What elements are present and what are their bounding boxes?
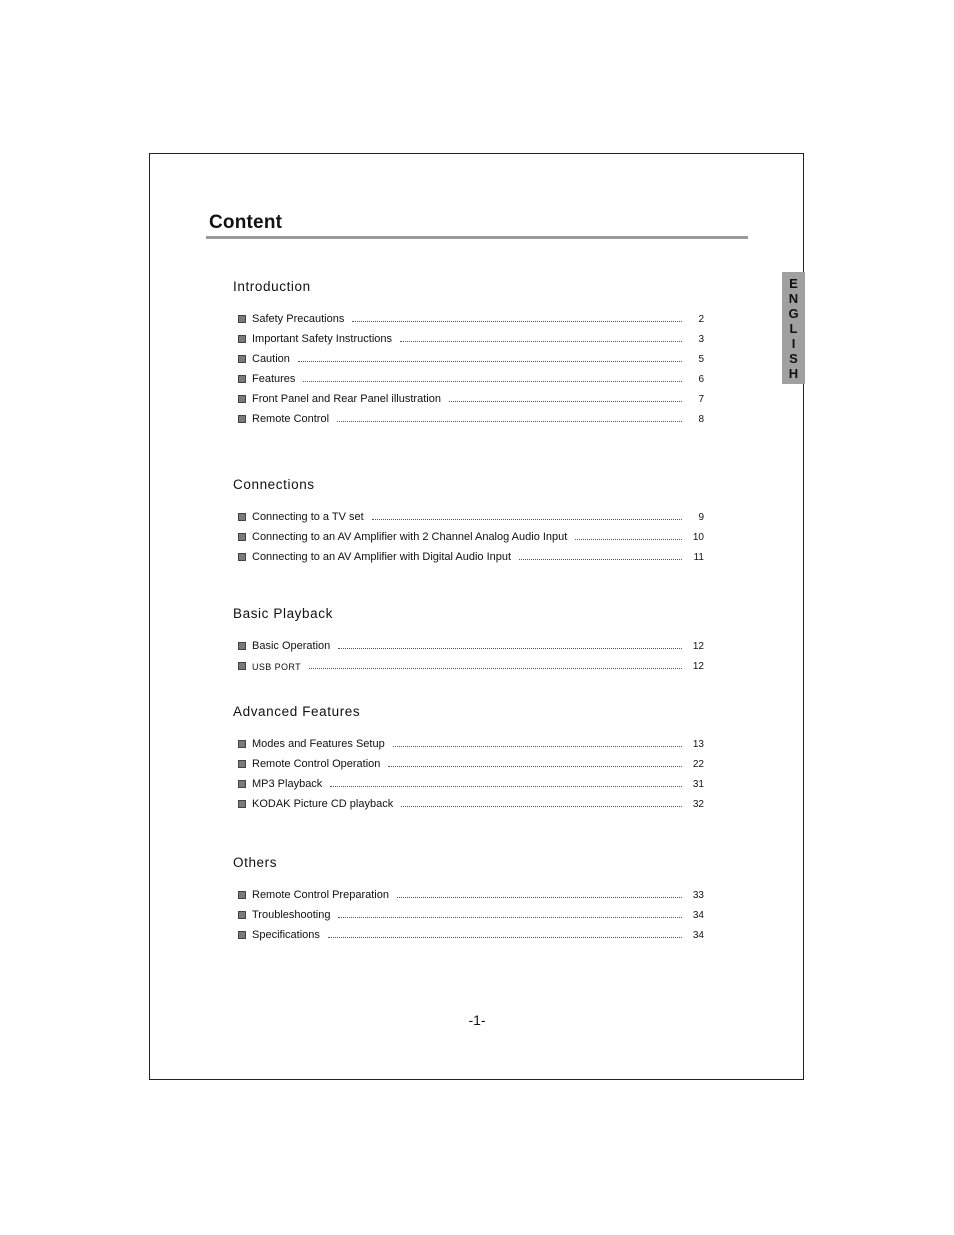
leader-dots <box>337 420 682 422</box>
toc-list <box>233 306 708 426</box>
square-bullet-icon <box>238 891 246 899</box>
square-bullet-icon <box>238 662 246 670</box>
toc-entry[interactable] <box>233 306 708 326</box>
leader-dots <box>303 380 682 382</box>
square-bullet-icon <box>238 800 246 808</box>
toc-entry-label: Connecting to an AV Amplifier with Digital Audio Input <box>252 551 512 563</box>
square-bullet-icon <box>238 760 246 768</box>
toc-entry-page: 31 <box>692 779 704 790</box>
toc-entry-page: 32 <box>692 799 704 810</box>
toc-entry-page: 3 <box>698 334 704 345</box>
toc-entry[interactable] <box>233 633 708 653</box>
toc-entry-page: 6 <box>698 374 704 385</box>
toc-entry-page: 5 <box>698 354 704 365</box>
section-connections <box>233 477 708 564</box>
square-bullet-icon <box>238 740 246 748</box>
toc-entry-page: 12 <box>692 641 704 652</box>
section-advanced-features <box>233 704 708 811</box>
toc-entry[interactable] <box>233 524 708 544</box>
toc-entry-label: Troubleshooting <box>252 909 331 921</box>
leader-dots <box>372 518 682 520</box>
leader-dots <box>328 936 682 938</box>
toc-entry-page: 12 <box>692 661 704 672</box>
leader-dots <box>393 745 682 747</box>
toc-entry-label: Safety Precautions <box>252 313 345 325</box>
toc-entry-label: Basic Operation <box>252 640 331 652</box>
toc-entry-label: Front Panel and Rear Panel illustration <box>252 393 441 405</box>
leader-dots <box>352 320 682 322</box>
toc-entry[interactable] <box>233 366 708 386</box>
toc-entry[interactable] <box>233 751 708 771</box>
language-letter: G <box>788 305 799 321</box>
toc-entry-label: Remote Control Operation <box>252 758 381 770</box>
leader-dots <box>575 538 682 540</box>
toc-entry[interactable] <box>233 346 708 366</box>
square-bullet-icon <box>238 335 246 343</box>
square-bullet-icon <box>238 355 246 363</box>
toc-entry-page: 8 <box>698 414 704 425</box>
page-title: Content <box>209 212 283 233</box>
language-letter: S <box>789 350 798 366</box>
toc-entry-label: Important Safety Instructions <box>252 333 393 345</box>
toc-list <box>233 633 708 673</box>
leader-dots <box>519 558 682 560</box>
toc-list <box>233 504 708 564</box>
toc-entry-page: 9 <box>698 512 704 523</box>
section-heading: Advanced Features <box>233 704 361 719</box>
square-bullet-icon <box>238 642 246 650</box>
square-bullet-icon <box>238 780 246 788</box>
toc-entry-label: Modes and Features Setup <box>252 738 385 750</box>
toc-entry[interactable] <box>233 653 708 673</box>
toc-entry-label: Specifications <box>252 929 320 941</box>
square-bullet-icon <box>238 315 246 323</box>
square-bullet-icon <box>238 375 246 383</box>
leader-dots <box>401 805 682 807</box>
leader-dots <box>400 340 682 342</box>
square-bullet-icon <box>238 533 246 541</box>
leader-dots <box>338 916 682 918</box>
toc-entry[interactable] <box>233 504 708 524</box>
toc-entry-label: Remote Control Preparation <box>252 889 389 901</box>
toc-entry-page: 34 <box>692 930 704 941</box>
toc-entry-label: Caution <box>252 353 290 365</box>
language-tab <box>782 272 805 384</box>
language-letter: H <box>788 365 799 381</box>
square-bullet-icon <box>238 415 246 423</box>
section-heading: Basic Playback <box>233 606 333 621</box>
leader-dots <box>397 896 682 898</box>
square-bullet-icon <box>238 513 246 521</box>
toc-entry-page: 22 <box>692 759 704 770</box>
toc-entry-page: 33 <box>692 890 704 901</box>
toc-entry-page: 11 <box>693 552 704 563</box>
toc-entry[interactable] <box>233 544 708 564</box>
leader-dots <box>449 400 682 402</box>
toc-list <box>233 882 708 942</box>
toc-entry-label: MP3 Playback <box>252 778 323 790</box>
section-basic-playback <box>233 606 708 673</box>
square-bullet-icon <box>238 395 246 403</box>
language-letter: N <box>788 290 799 306</box>
toc-entry[interactable] <box>233 922 708 942</box>
leader-dots <box>338 647 682 649</box>
toc-entry-page: 7 <box>698 394 704 405</box>
toc-entry-label: KODAK Picture CD playback <box>252 798 394 810</box>
toc-entry[interactable] <box>233 771 708 791</box>
toc-entry[interactable] <box>233 791 708 811</box>
toc-entry-page: 10 <box>692 532 704 543</box>
section-heading: Others <box>233 855 278 870</box>
toc-entry[interactable] <box>233 386 708 406</box>
leader-dots <box>388 765 682 767</box>
language-letter: I <box>791 335 796 351</box>
section-introduction <box>233 279 708 426</box>
toc-entry-label: Connecting to an AV Amplifier with 2 Channel Analog Audio Input <box>252 531 568 543</box>
language-letter: L <box>789 320 798 336</box>
toc-entry-label: Remote Control <box>252 413 330 425</box>
toc-entry[interactable] <box>233 406 708 426</box>
square-bullet-icon <box>238 931 246 939</box>
toc-entry-page: 13 <box>692 739 704 750</box>
toc-list <box>233 731 708 811</box>
toc-entry[interactable] <box>233 326 708 346</box>
toc-entry[interactable] <box>233 731 708 751</box>
toc-entry-label: USB PORT <box>252 662 302 672</box>
toc-entry[interactable] <box>233 882 708 902</box>
toc-entry-page: 34 <box>692 910 704 921</box>
square-bullet-icon <box>238 553 246 561</box>
section-heading: Connections <box>233 477 315 492</box>
leader-dots <box>298 360 682 362</box>
language-letter: E <box>789 275 798 291</box>
toc-entry[interactable] <box>233 902 708 922</box>
toc-entry-page: 2 <box>698 314 704 325</box>
page-number: -1- <box>468 1012 486 1028</box>
toc-entry-label: Connecting to a TV set <box>252 511 364 523</box>
section-others <box>233 855 708 942</box>
square-bullet-icon <box>238 911 246 919</box>
leader-dots <box>330 785 682 787</box>
toc-entry-label: Features <box>252 373 296 385</box>
section-heading: Introduction <box>233 279 311 294</box>
title-rule <box>206 236 748 239</box>
leader-dots <box>309 667 682 669</box>
